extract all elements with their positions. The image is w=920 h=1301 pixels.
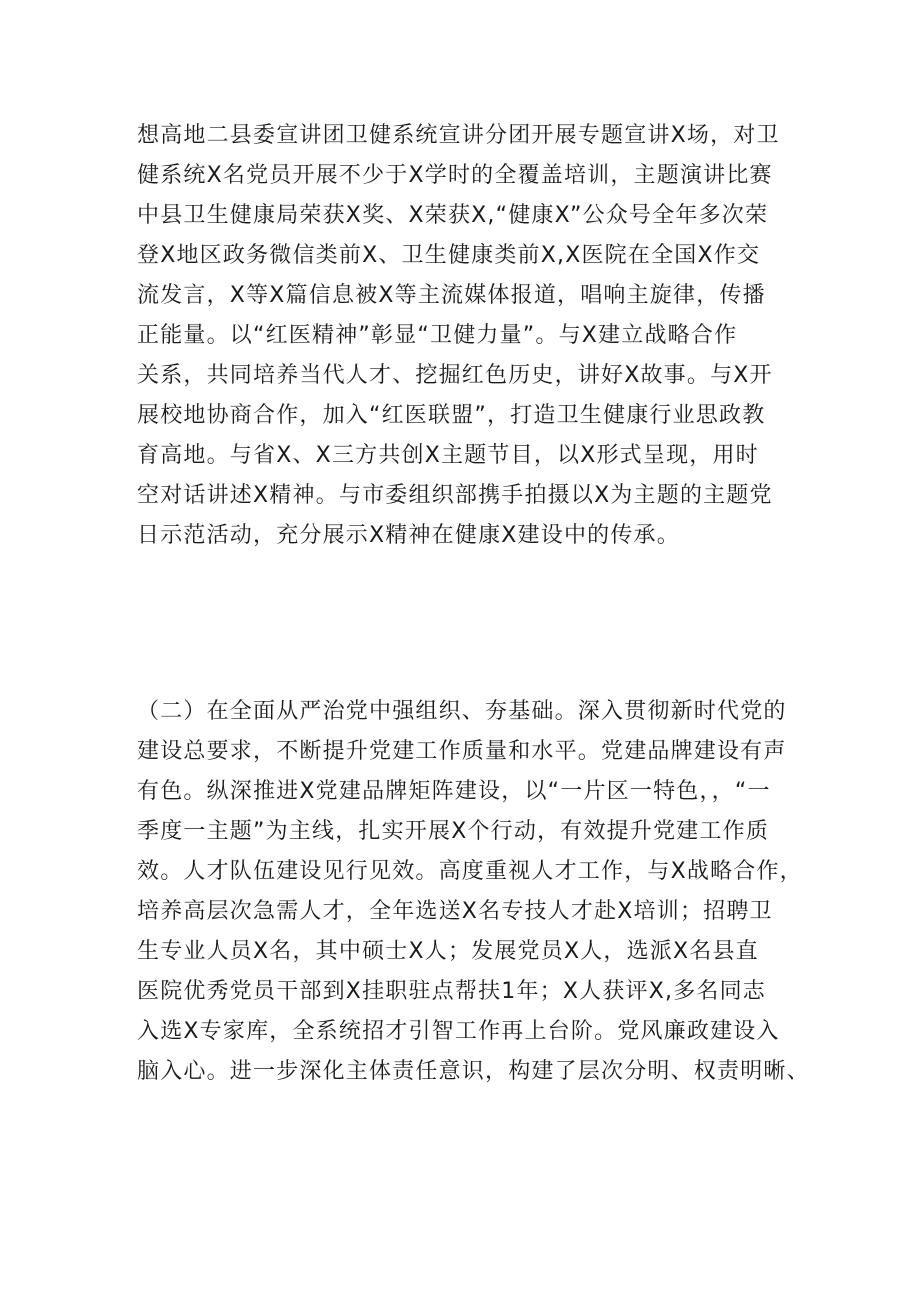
text-line: 流发言，X等X篇信息被X等主流媒体报道，唱响主旋律，传播 [137, 283, 766, 308]
text-line: 季度一主题”为主线，扎实开展X个行动，有效提升党建工作质 [137, 819, 770, 844]
text-line: 中县卫生健康局荣获X奖、X荣获X,“健康X”公众号全年多次荣 [137, 203, 769, 228]
text-line: 生专业人员X名，其中硕士X人；发展党员X人，选派X名县直 [137, 939, 759, 964]
text-line: 培养高层次急需人才，全年选送X名专技人才赴X培训；招聘卫 [137, 899, 773, 924]
text-line: 入选X专家库，全系统招才引智工作再上台阶。党风廉政建设入 [137, 1019, 780, 1044]
paragraph-2 [137, 692, 810, 1092]
text-line: 空对话讲述X精神。与市委组织部携手拍摄以X为主题的主题党 [137, 483, 773, 508]
text-line: 有色。纵深推进X党建品牌矩阵建设，以“一片区一特色，，“一 [137, 779, 771, 804]
text-line: 育高地。与省X、X三方共创X主题节目，以X形式呈现，用时 [137, 443, 759, 468]
text-line: 想高地二县委宣讲团卫健系统宣讲分团开展专题宣讲X场，对卫 [137, 123, 780, 148]
text-line: 医院优秀党员干部到X挂职驻点帮扶1年；X人获评X,多名同志 [137, 979, 767, 1004]
text-line: 效。人才队伍建设见行见效。高度重视人才工作，与X战略合作， [137, 859, 803, 884]
text-line: 关系，共同培养当代人才、挖掘红色历史，讲好X故事。与X开 [137, 363, 773, 388]
paragraph-1 [137, 116, 797, 556]
text-line: 建设总要求，不断提升党建工作质量和水平。党建品牌建设有声 [137, 739, 787, 764]
text-line: 正能量。以“红医精神”彰显“卫健力量”。与X建立战略合作 [137, 323, 738, 348]
text-line: （二）在全面从严治党中强组织、夯基础。深入贯彻新时代党的 [137, 699, 787, 724]
text-line: 登X地区政务微信类前X、卫生健康类前X,X医院在全国X作交 [137, 243, 761, 268]
text-line: 健系统X名党员开展不少于X学时的全覆盖培训，主题演讲比赛 [137, 163, 773, 188]
text-line: 展校地协商合作，加入“红医联盟”，打造卫生健康行业思政教 [137, 403, 766, 428]
text-line: 脑入心。进一步深化主体责任意识，构建了层次分明、权责明晰、 [137, 1059, 810, 1084]
text-line: 日示范活动，充分展示X精神在健康X建设中的传承。 [137, 523, 680, 548]
